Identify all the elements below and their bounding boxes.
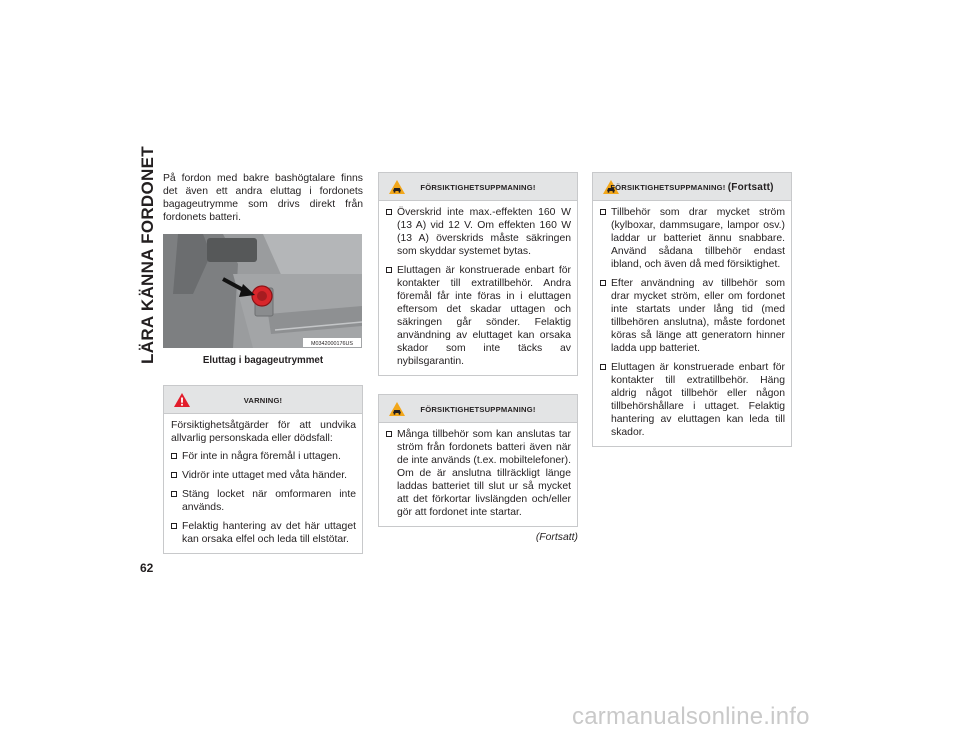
figure-caption: Eluttag i bagageutrymmet	[202, 355, 324, 366]
caution-box-header	[593, 173, 791, 201]
column-middle	[378, 172, 578, 544]
column-left	[163, 172, 363, 554]
caution-box	[378, 172, 578, 376]
bullet-square-icon	[171, 472, 177, 478]
bullet-square-icon	[171, 491, 177, 497]
list-item: Eluttagen är konstruerade enbart för kontakter till extratillbehör. Häng aldrig något tillbehör eller någon tillbehörshållare i uttaget. Felaktig hantering av eluttagen kan leda till skador.	[600, 361, 785, 439]
list-item: För inte in några föremål i uttagen.	[171, 450, 356, 463]
watermark: carmanualsonline.info	[572, 703, 810, 730]
caution-box-title-suffix: (Fortsatt)	[727, 182, 774, 193]
caution-box-title: FÖRSIKTIGHETSUPPMANING!	[420, 183, 536, 192]
caution-box-header	[379, 395, 577, 423]
trunk-outlet-photo	[163, 234, 362, 348]
continued-label: (Fortsatt)	[535, 532, 578, 543]
caution-box	[592, 172, 792, 447]
warning-box-lead: Försiktighetsåtgärder för att undvika allvarlig personskada eller dödsfall:	[171, 420, 356, 444]
intro-paragraph: På fordon med bakre bashögtalare finns det även ett andra eluttag i fordonets bagageutrymme som drivs direkt från fordonets batteri.	[163, 173, 363, 223]
list-item: Tillbehör som drar mycket ström (kylboxar, dammsugare, lampor osv.) laddar ur batteriet ännu snabbare. Använd sådana tillbehör endast ibland, och även då med försiktighet.	[600, 206, 785, 271]
bullet-square-icon	[171, 453, 177, 459]
list-item: Vidrör inte uttaget med våta händer.	[171, 469, 356, 482]
bullet-square-icon	[386, 431, 392, 437]
caution-box	[378, 394, 578, 527]
bullet-square-icon	[600, 364, 606, 370]
warning-box-header	[164, 386, 362, 414]
warning-box	[163, 385, 363, 554]
caution-box-title: FÖRSIKTIGHETSUPPMANING!	[420, 405, 536, 414]
warning-box-title: VARNING!	[243, 396, 283, 405]
caution-box-title: FÖRSIKTIGHETSUPPMANING! (Fortsatt)	[610, 182, 774, 193]
list-item: Överskrid inte max.-effekten 160 W (13 A) vid 12 V. Om effekten 160 W (13 A) överskrids måste säkringen som skyddar systemet bytas.	[386, 206, 571, 258]
list-item: Efter användning av tillbehör som drar mycket ström, eller om fordonet inte startats under lång tid (med tillbehören anslutna), måste fordonet köras så länge att generatorn hinner ladda upp batteriet.	[600, 277, 785, 355]
list-item: Felaktig hantering av det här uttaget kan orsaka elfel och leda till elstötar.	[171, 520, 356, 546]
column-right	[592, 172, 792, 447]
page-number: 62	[140, 561, 154, 575]
list-item: Eluttagen är konstruerade enbart för kontakter till extratillbehör. Andra föremål får inte föras in i eluttagen eftersom det skadar uttagen och säkringen går sönder. Felaktig användning av eluttaget kan orsaka skador som inte täcks av nybilsgarantin.	[386, 264, 571, 368]
bullet-square-icon	[386, 209, 392, 215]
bullet-square-icon	[386, 267, 392, 273]
bullet-square-icon	[171, 523, 177, 529]
figure-code: M0342000176US	[311, 341, 353, 347]
list-item: Stäng locket när omformaren inte används.	[171, 488, 356, 514]
list-item: Många tillbehör som kan anslutas tar ström från fordonets batteri även när de inte används (t.ex. mobiltelefoner). Om de är anslutna tillräckligt länge laddas batteriet till slut ur så mycket att det förkortar livslängden och/eller gör att fordonet inte startar.	[386, 428, 571, 519]
section-title: LÄRA KÄNNA FORDONET	[138, 146, 157, 364]
bullet-square-icon	[600, 280, 606, 286]
caution-box-header	[379, 173, 577, 201]
trunk-outlet-illustration	[163, 234, 362, 348]
bullet-square-icon	[600, 209, 606, 215]
